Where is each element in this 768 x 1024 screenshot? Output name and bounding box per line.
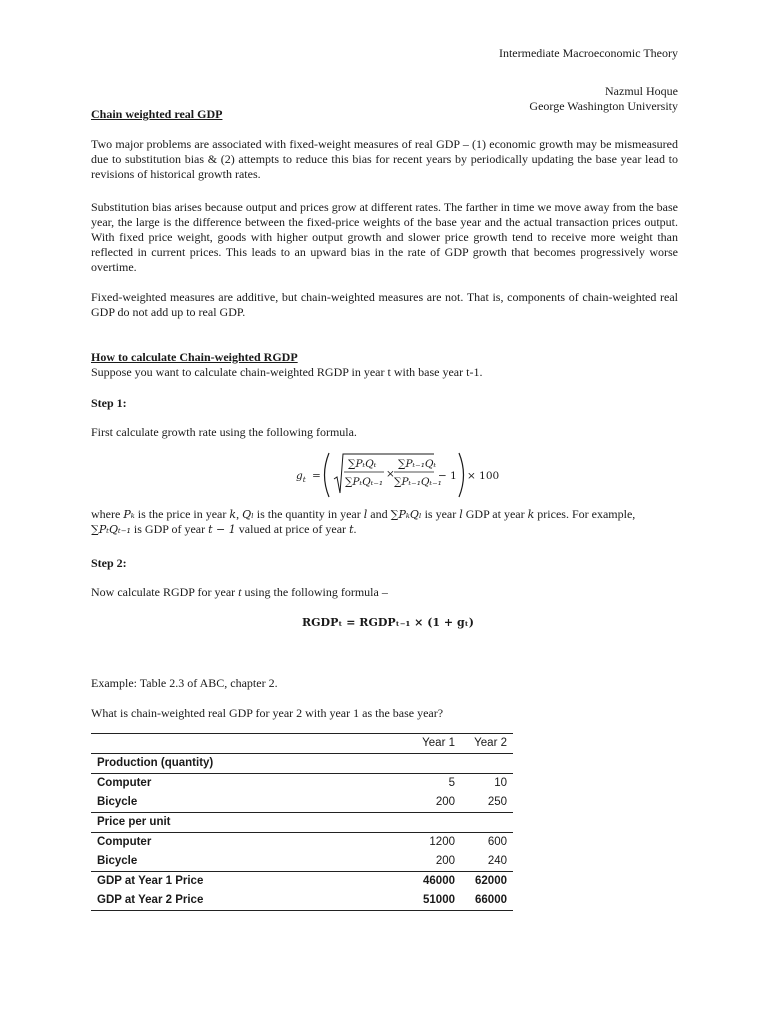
table-row: GDP at Year 1 Price 46000 62000 — [91, 872, 513, 892]
table-row: Computer 1200 600 — [91, 833, 513, 853]
table-header-row — [91, 734, 513, 754]
paragraph-substitution-bias: Substitution bias arises because output and prices grow at different rates. The farther in time we move away from the base year, the large is the difference between the fixed-price weights of the base year and the actual transaction prices output. With fixed price weight, goods with higher output growth and slower price growth tend to receive more weight than reflected in current prices. This leads to an upward bias in the rate of GDP growth that becomes progressively worse overtime. — [91, 200, 678, 274]
table-row: Production (quantity) — [91, 754, 513, 774]
paragraph-additivity: Fixed-weighted measures are additive, but chain-weighted measures are not. That is, components of chain-weighted real GDP do not add up to real GDP. — [91, 290, 678, 319]
header-year1: Year 1 — [363, 734, 461, 754]
formula-equals: = — [312, 470, 321, 482]
rgdp-formula: RGDPₜ = RGDPₜ₋₁ × (1 + gₜ) — [302, 616, 474, 629]
university-name: George Washington University — [529, 99, 678, 113]
growth-rate-formula — [296, 449, 516, 501]
table-row: Computer 5 10 — [91, 774, 513, 794]
table-row: GDP at Year 2 Price 51000 66000 — [91, 891, 513, 911]
example-reference: Example: Table 2.3 of ABC, chapter 2. — [91, 676, 278, 690]
table-row: Price per unit — [91, 813, 513, 833]
table-row: Bicycle 200 250 — [97, 796, 507, 808]
formula-times-100: × 100 — [467, 470, 500, 482]
fraction1-denominator: ∑PₜQₜ₋₁ — [345, 476, 384, 488]
formula-lhs: $g_t$ — [296, 470, 306, 484]
step2-heading: Step 2: — [91, 556, 127, 570]
formula-minus-one: − 1 — [438, 470, 457, 482]
left-paren — [325, 453, 330, 497]
formula-times: × — [386, 468, 395, 480]
paragraph-problems: Two major problems are associated with fixed-weight measures of real GDP – (1) economic growth may be mismeasured due to substitution bias & (2) attempts to reduce this bias for recent years by periodically updating the base year lead to revisions of historical growth rates. — [91, 137, 678, 181]
section-title-chain-weighted: Chain weighted real GDP — [91, 107, 223, 121]
fraction1-numerator: ∑PₜQₜ — [348, 458, 377, 470]
author-name: Nazmul Hoque — [605, 84, 678, 98]
fraction2-denominator: ∑Pₜ₋₁Qₜ₋₁ — [394, 476, 442, 488]
example-question: What is chain-weighted real GDP for year 2 with year 1 as the base year? — [91, 706, 444, 720]
fraction2-numerator: ∑Pₜ₋₁Qₜ — [398, 458, 437, 470]
section-title-how-to: How to calculate Chain-weighted RGDP — [91, 350, 298, 364]
gdp-table — [91, 733, 513, 911]
right-paren — [459, 453, 464, 497]
step1-text: First calculate growth rate using the following formula. — [91, 425, 357, 439]
step2-text: Now calculate RGDP for year t using the following formula – — [91, 585, 388, 599]
intro-text: Suppose you want to calculate chain-weighted RGDP in year t with base year t-1. — [91, 365, 483, 379]
table-row: Bicycle 200 240 — [97, 855, 507, 867]
where-explanation: where Pₖ is the price in year k, Qₗ is the quantity in year l and ∑PₖQₗ is year l GDP at year k prices. For example, ∑PₜQₜ₋₁ is GDP of year t − 1 valued at price of year t. — [91, 507, 636, 536]
course-title: Intermediate Macroeconomic Theory — [498, 46, 678, 60]
step1-heading: Step 1: — [91, 396, 127, 410]
header-year2: Year 2 — [461, 734, 513, 754]
